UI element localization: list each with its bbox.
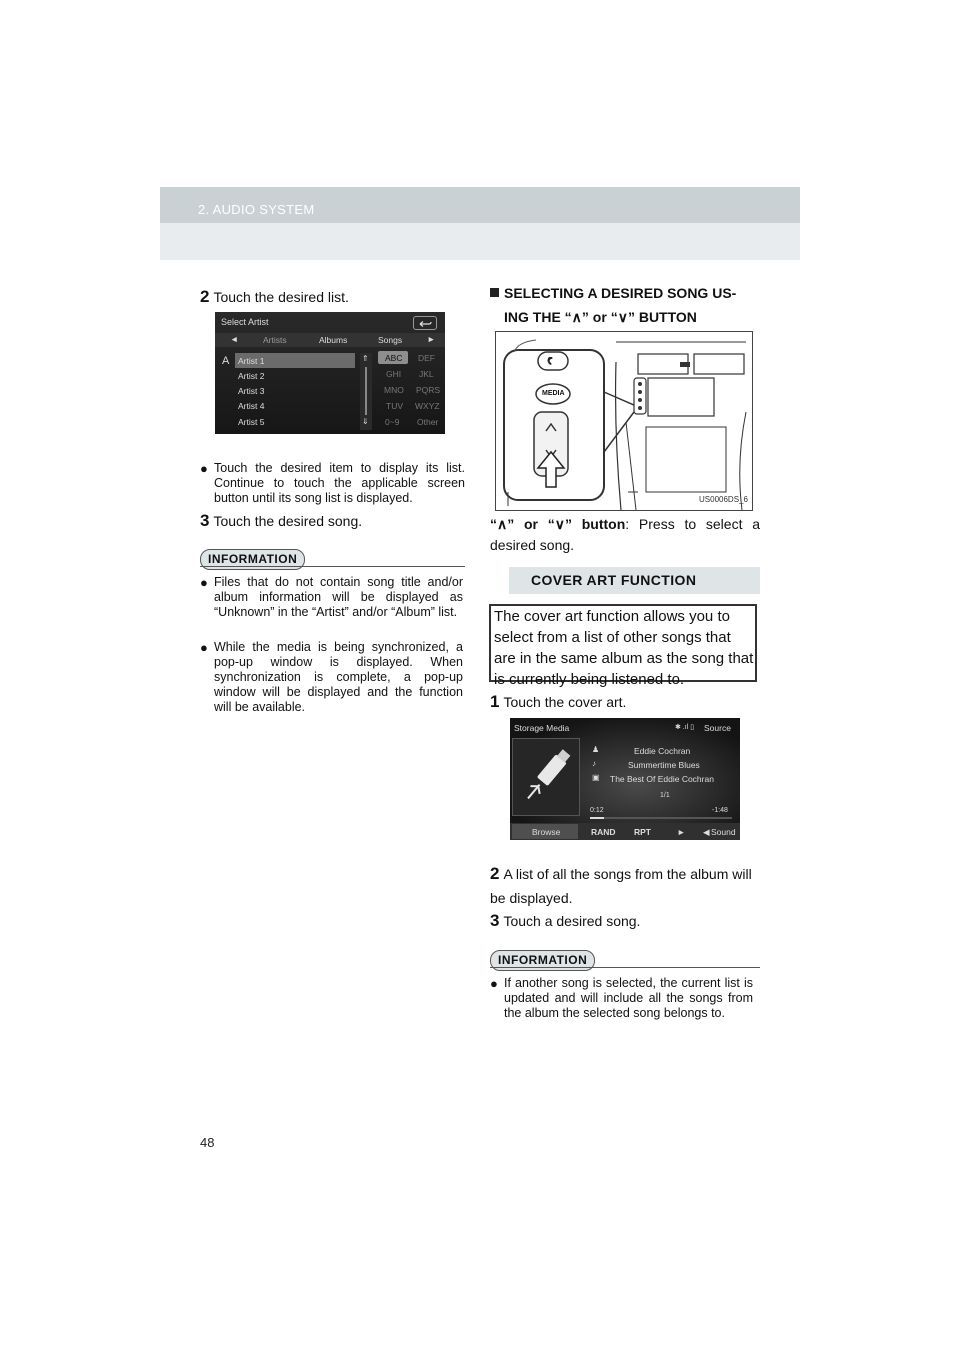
rand-button[interactable]: RAND — [591, 827, 616, 837]
progress-track[interactable] — [590, 817, 732, 819]
right-info-item-1: ● If another song is selected, the current list is updated and will include all the songs from the album the selected song belongs to. — [490, 976, 753, 1020]
right-step-1: 1 Touch the cover art. — [490, 692, 627, 711]
storage-media-screen — [510, 718, 740, 840]
scrollbar[interactable] — [360, 353, 372, 430]
key-jkl[interactable]: JKL — [419, 369, 434, 379]
right-step-3: 3 Touch a desired song. — [490, 911, 641, 930]
square-bullet-icon — [490, 288, 499, 297]
source-button[interactable]: Source — [704, 723, 731, 733]
usb-icon — [513, 739, 579, 815]
left-information-rule — [200, 566, 465, 569]
button-description: “∧” or “∨” button: Press to select a desired song. — [490, 516, 760, 553]
left-step-3: 3 Touch the desired song. — [200, 511, 363, 530]
status-icons: ✱ .ıl ▯ — [675, 724, 695, 731]
artist-item-1[interactable]: Artist 1 — [238, 356, 265, 366]
back-icon[interactable] — [413, 316, 437, 330]
dashboard-figure — [495, 331, 753, 511]
key-abc[interactable]: ABC — [385, 353, 403, 363]
album-title: The Best Of Eddie Cochran — [610, 774, 714, 784]
song-icon: ♪ — [592, 759, 596, 768]
artist-item-3[interactable]: Artist 3 — [238, 386, 265, 396]
tab-songs[interactable]: Songs — [378, 335, 403, 345]
bullet-dot: ● — [200, 461, 208, 476]
sound-button[interactable]: Sound — [711, 827, 736, 837]
remaining-time: -1:48 — [712, 807, 728, 814]
tab-prev-icon[interactable]: ◄ — [230, 334, 239, 344]
dashboard-illustration — [496, 332, 752, 510]
artist-name: Eddie Cochran — [634, 746, 691, 756]
cover-art-image[interactable] — [512, 738, 580, 816]
left-information-label: INFORMATION — [200, 549, 305, 570]
tab-artists[interactable]: Artists — [263, 335, 287, 345]
right-section-heading: SELECTING A DESIRED SONG US- ING THE “∧” or “∨” BUTTON — [490, 283, 765, 328]
artist-item-2[interactable]: Artist 2 — [238, 371, 265, 381]
artist-icon: ♟ — [592, 745, 600, 754]
tab-next-icon[interactable]: ► — [427, 334, 436, 344]
cover-art-description-box: The cover art function allows you to select from a list of other songs that are in the same album as the song that is currently being listened to. — [489, 604, 757, 682]
tab-bar — [215, 333, 445, 347]
key-pqrs[interactable]: PQRS — [416, 385, 441, 395]
key-ghi[interactable]: GHI — [386, 369, 402, 379]
left-bullet-1: ● Touch the desired item to display its list. Continue to touch the applicable screen button until its song list is displayed. — [200, 461, 465, 505]
scroll-down-icon[interactable]: ⇓ — [362, 417, 369, 426]
track-number: 1/1 — [660, 792, 670, 799]
elapsed-time: 0:12 — [590, 807, 604, 814]
figure-code: US0006DS_6 — [699, 495, 748, 504]
media-button-label: MEDIA — [542, 390, 565, 397]
left-step-2: 2 Touch the desired list. — [200, 287, 349, 306]
right-information-rule — [490, 967, 760, 970]
key-other[interactable]: Other — [417, 417, 439, 427]
song-title: Summertime Blues — [628, 760, 700, 770]
page-number: 48 — [200, 1135, 215, 1150]
key-mno[interactable]: MNO — [384, 385, 404, 395]
key-def[interactable]: DEF — [418, 353, 435, 363]
right-step-2: 2 A list of all the songs from the album will be displayed. — [490, 864, 752, 906]
page-header — [160, 187, 800, 260]
artist-item-4[interactable]: Artist 4 — [238, 401, 265, 411]
key-wxyz[interactable]: WXYZ — [415, 401, 440, 411]
left-info-item-1: ● Files that do not contain song title and/or album information will be displayed as “Unknown” in the “Artist” and/or “Album” list. — [200, 575, 463, 619]
album-icon: ▣ — [592, 773, 600, 782]
cover-art-title: COVER ART FUNCTION — [531, 572, 697, 588]
screen-title: Select Artist — [221, 317, 269, 327]
artist-item-5[interactable]: Artist 5 — [238, 417, 265, 427]
key-0-9[interactable]: 0~9 — [385, 417, 400, 427]
left-info-item-2: ● While the media is being synchronized, a pop-up window is displayed. When synchronization is complete, a pop-up window will be displayed and the function will be available. — [200, 640, 463, 714]
rpt-button[interactable]: RPT — [634, 827, 651, 837]
section-title: 2. AUDIO SYSTEM — [198, 202, 315, 217]
cover-art-title-band — [509, 567, 760, 594]
select-artist-screen — [215, 312, 445, 434]
storage-title: Storage Media — [514, 723, 570, 733]
speaker-icon: ◀ — [703, 827, 710, 837]
control-bar — [510, 823, 740, 840]
right-information-label: INFORMATION — [490, 950, 595, 971]
scroll-up-icon[interactable]: ⇑ — [362, 354, 369, 363]
progress-fill — [590, 817, 604, 819]
key-tuv[interactable]: TUV — [386, 401, 403, 411]
header-top-band — [160, 187, 800, 223]
tab-albums[interactable]: Albums — [319, 335, 348, 345]
browse-button[interactable]: Browse — [532, 827, 561, 837]
index-letter: A — [222, 355, 230, 367]
play-button[interactable]: ► — [677, 827, 686, 837]
